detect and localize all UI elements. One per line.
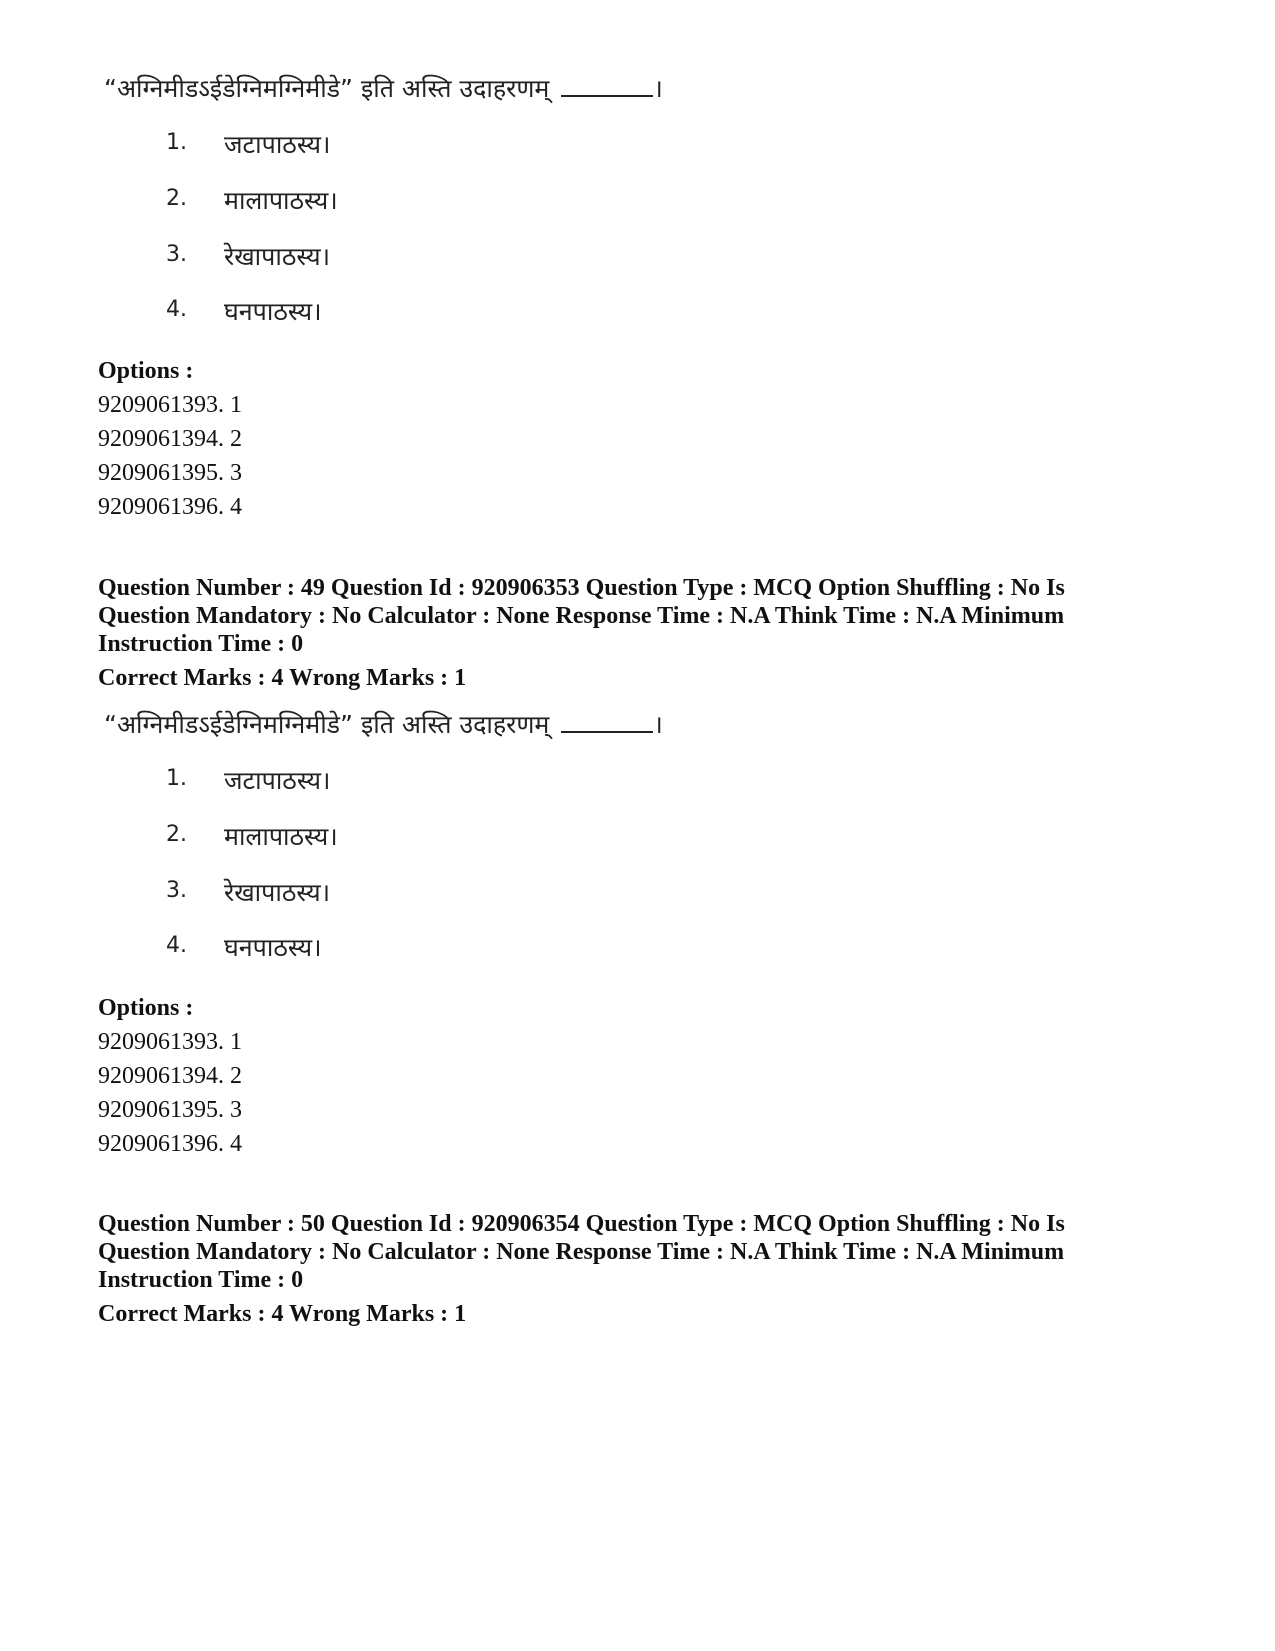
choice-text: जटापाठस्य।: [224, 766, 331, 795]
question-stem: [104, 76, 663, 101]
choice-number: 4.: [166, 933, 187, 958]
options-list: [98, 354, 242, 524]
options-label: Options :: [98, 358, 194, 384]
choice-number: 1.: [166, 130, 187, 155]
options-list: [98, 991, 242, 1161]
meta-line: Instruction Time : 0: [98, 631, 304, 657]
stem-end: ।: [653, 74, 663, 103]
answer-blank: [561, 713, 653, 733]
option-row: 9209061393. 1: [98, 1029, 242, 1055]
choice-number: 2.: [166, 822, 187, 847]
choice-text: मालापाठस्य।: [224, 822, 338, 851]
option-row: 9209061394. 2: [98, 1063, 242, 1089]
choice-text: घनपाठस्य।: [224, 297, 322, 326]
choice-text: मालापाठस्य।: [224, 186, 338, 215]
question-meta: [98, 574, 1098, 692]
question-stem: [104, 712, 663, 737]
choice-text: जटापाठस्य।: [224, 130, 331, 159]
question-meta: [98, 1210, 1098, 1328]
options-label: Options :: [98, 995, 194, 1021]
option-row: 9209061395. 3: [98, 460, 242, 486]
meta-line: Question Number : 49 Question Id : 920906353 Question Type : MCQ Option Shuffling : No Is: [98, 575, 1065, 601]
stem-text: “अग्निमीडऽईडेग्निमग्निमीडे” इति अस्ति उदाहरणम्: [104, 74, 550, 103]
option-row: 9209061395. 3: [98, 1097, 242, 1123]
choice-number: 4.: [166, 297, 187, 322]
meta-line: Question Mandatory : No Calculator : None Response Time : N.A Think Time : N.A Minimum: [98, 1239, 1065, 1265]
marks-line: Correct Marks : 4 Wrong Marks : 1: [98, 1301, 467, 1327]
answer-blank: [561, 77, 653, 97]
meta-line: Question Mandatory : No Calculator : None Response Time : N.A Think Time : N.A Minimum: [98, 603, 1065, 629]
meta-line: Question Number : 50 Question Id : 920906354 Question Type : MCQ Option Shuffling : No Is: [98, 1211, 1065, 1237]
choice-number: 2.: [166, 186, 187, 211]
option-row: 9209061396. 4: [98, 1131, 242, 1157]
choice-text: घनपाठस्य।: [224, 933, 322, 962]
meta-line: Instruction Time : 0: [98, 1267, 304, 1293]
choice-text: रेखापाठस्य।: [224, 242, 331, 271]
stem-text: “अग्निमीडऽईडेग्निमग्निमीडे” इति अस्ति उदाहरणम्: [104, 710, 550, 739]
choice-number: 3.: [166, 878, 187, 903]
option-row: 9209061396. 4: [98, 494, 242, 520]
marks-line: Correct Marks : 4 Wrong Marks : 1: [98, 665, 467, 691]
choice-text: रेखापाठस्य।: [224, 878, 331, 907]
choice-number: 1.: [166, 766, 187, 791]
stem-end: ।: [653, 710, 663, 739]
option-row: 9209061393. 1: [98, 392, 242, 418]
option-row: 9209061394. 2: [98, 426, 242, 452]
choice-number: 3.: [166, 242, 187, 267]
